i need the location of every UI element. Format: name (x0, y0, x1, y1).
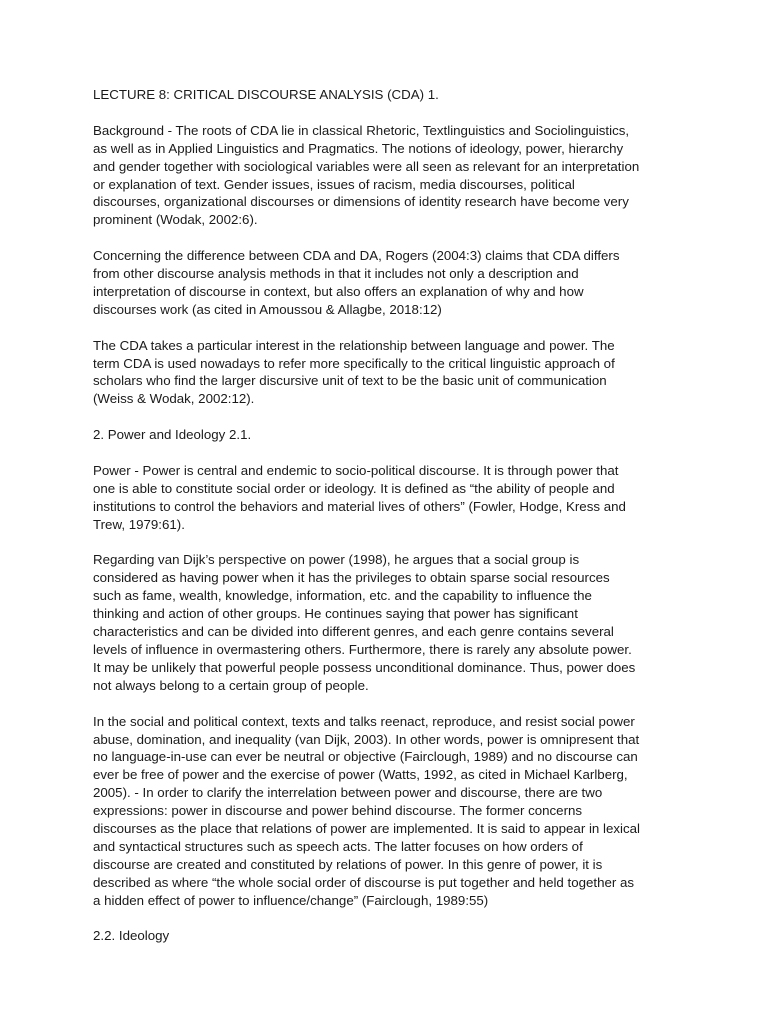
background-paragraph: Background - The roots of CDA lie in classical Rhetoric, Textlinguistics and Sociolinguistics, as well as in Applied Linguistics and Pragmatics. The notions of ideology, power, hierarchy and gender together with sociological variables were all seen as relevant for an interpretation or explanation of text. Gender issues, issues of racism, media discourses, political discourses, organizational discourses or dimensions of identity research have become very prominent (Wodak, 2002:6). (93, 122, 640, 228)
paragraph-gap (93, 229, 706, 247)
paragraph-gap (93, 695, 706, 713)
difference-paragraph: Concerning the difference between CDA and DA, Rogers (2004:3) claims that CDA differs from other discourse analysis methods in that it includes not only a description and interpretation of discourse in context, but also offers an explanation of why and how discourses work (as cited in Amoussou & Allagbe, 2018:12) (93, 248, 620, 317)
paragraph-gap (93, 319, 706, 337)
paragraph-gap (93, 910, 706, 928)
paragraph-gap (93, 408, 706, 426)
section-heading-power-ideology: 2. Power and Ideology 2.1. (93, 427, 252, 443)
van-dijk-paragraph: Regarding van Dijk’s perspective on power (1998), he argues that a social group is considered as having power when it has the privileges to obtain sparse social resources such as fame, wealth, knowledge, information, etc. and the capability to influence the thinking and action of other groups. He continues saying that power has significant characteristics and can be divided into different genres, and each genre contains several levels of influence in overmastering others. Furthermore, there is rarely any absolute power. It may be unlikely that powerful people possess unconditional dominance. Thus, power does not always belong to a certain group of people. (93, 552, 636, 693)
lecture-title: LECTURE 8: CRITICAL DISCOURSE ANALYSIS (CDA) 1. (93, 87, 439, 102)
section-heading-ideology: 2.2. Ideology (93, 928, 170, 944)
paragraph-gap (93, 444, 706, 462)
context-paragraph: In the social and political context, texts and talks reenact, reproduce, and resist social power abuse, domination, and inequality (van Dijk, 2003). In other words, power is omnipresent that no language-in-use can ever be neutral or objective (Fairclough, 1989) and no discourse can ever be free of power and the exercise of power (Watts, 1992, as cited in Michael Karlberg, 2005). - In order to clarify the interrelation between power and discourse, there are two expressions: power in discourse and power behind discourse. The former concerns discourses as the place that relations of power are implemented. It is said to appear in lexical and syntactical structures such as speech acts. The latter focuses on how orders of discourse are created and constituted by relations of power. In this genre of power, it is described as where “the whole social order of discourse is put together and held together as a hidden effect of power to influence/change” (Fairclough, 1989:55) (93, 713, 640, 908)
paragraph-gap (93, 104, 706, 122)
interest-paragraph: The CDA takes a particular interest in the relationship between language and power. The term CDA is used nowadays to refer more specifically to the critical linguistic approach of scholars who find the larger discursive unit of text to be the basic unit of communication (Weiss & Wodak, 2002:12). (93, 337, 615, 407)
power-paragraph: Power - Power is central and endemic to socio-political discourse. It is through power that one is able to constitute social order or ideology. It is defined as “the ability of people and institutions to control the behaviors and material lives of others” (Fowler, Hodge, Kress and Trew, 1979:61). (93, 462, 626, 532)
paragraph-gap (93, 534, 706, 552)
